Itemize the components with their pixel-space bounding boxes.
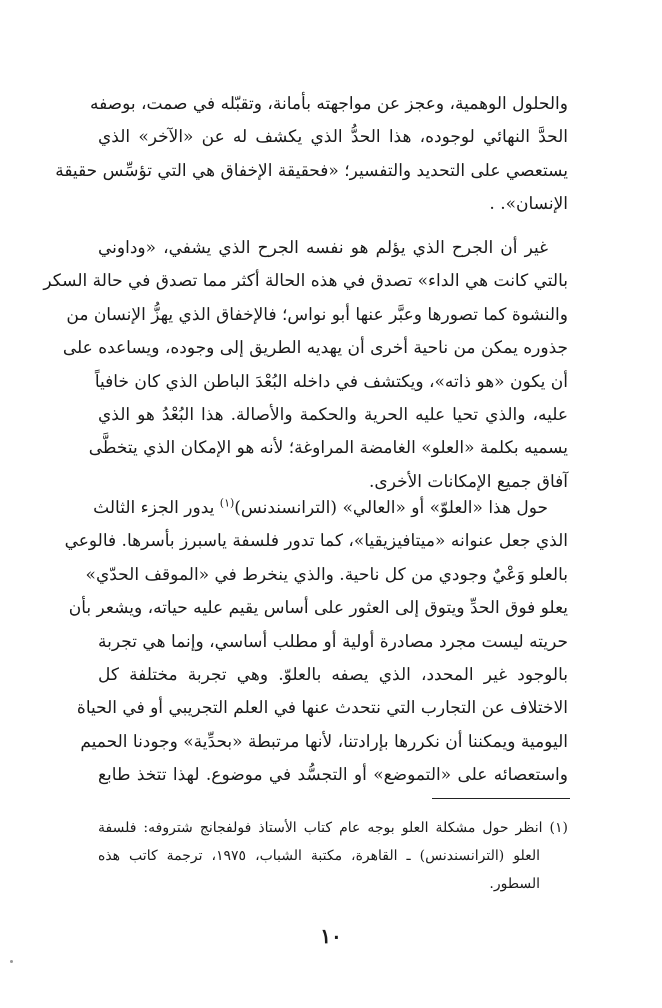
- footnote-reference[interactable]: (١): [219, 496, 235, 510]
- text-line: بالوجود غير المحدد، الذي يصفه بالعلوّ. وهي تجربة مختلفة كل: [98, 664, 568, 685]
- text-line: الإنسان». .: [489, 194, 568, 215]
- scan-speck: [10, 960, 13, 963]
- text-line: يسميه بكلمة «العلو» الغامضة المراوغة؛ لأنه هو الإمكان الذي يتخطَّى: [88, 438, 568, 459]
- text-segment: يدور الجزء الثالث: [93, 498, 220, 518]
- text-line: الذي جعل عنوانه «ميتافيزيقيا»، كما تدور فلسفة ياسبرز بأسرها. فالوعي: [64, 531, 568, 552]
- paragraph-1: [55, 88, 568, 222]
- page-number: ١٠: [320, 924, 342, 948]
- footnote-line: السطور.: [489, 876, 540, 892]
- text-line: آفاق جميع الإمكانات الأخرى.: [369, 471, 568, 492]
- text-line: واستعصائه على «التموضع» أو التجسُّد في موضوع. لهذا تتخذ طابع: [98, 765, 568, 786]
- text-segment: حول هذا «العلوّ» أو «العالي» (الترانسندنس): [234, 498, 548, 518]
- text-line: والنشوة كما تصورها وعبَّر عنها أبو نواس؛ فالإخفاق الذي يهزُّ الإنسان من: [66, 304, 568, 325]
- text-line: غير أن الجرح الذي يؤلم هو نفسه الجرح الذي يشفي، «وداوني: [98, 238, 548, 258]
- footnote-block: [98, 814, 568, 898]
- text-line: يستعصي على التحديد والتفسير؛ «فحقيقة الإخفاق هي التي تؤسِّس حقيقة: [55, 160, 568, 181]
- text-line: عليه، والذي تحيا عليه الحرية والحكمة والأصالة. هذا البُعْدُ هو الذي: [98, 404, 568, 425]
- text-line: اليومية ويمكننا أن نكررها بإرادتنا، لأنها مرتبطة «بحدِّية» وجودنا الحميم: [80, 731, 568, 752]
- text-line: الحدَّ النهائي لوجوده، هذا الحدُّ الذي يكشف له عن «الآخر» الذي: [98, 127, 568, 148]
- footnote-divider: [432, 798, 570, 799]
- paragraph-3: [64, 492, 568, 793]
- text-line-with-footnote: [93, 492, 568, 525]
- text-line: بالعلو وَعْيٌ وجودي من كل ناحية. والذي ينخرط في «الموقف الحدّي»: [85, 564, 568, 585]
- text-line: الاختلاف عن التجارب التي نتحدث عنها في العلم التجريبي أو في الحياة: [76, 698, 568, 719]
- text-line: أن يكون «هو ذاته»، ويكتشف في داخله البُعْدَ الباطن الذي كان خافياً: [94, 371, 568, 392]
- text-line: حريته ليست مجرد مصادرة أولية أو مطلب أساسي، وإنما هي تجربة: [98, 631, 568, 652]
- footnote-line: (١) انظر حول مشكلة العلو بوجه عام كتاب الأستاذ فولفجانج شتروفه: فلسفة: [98, 820, 568, 836]
- footnote-line: العلو (الترانسندنس) ـ القاهرة، مكتبة الشباب، ١٩٧٥، ترجمة كاتب هذه: [98, 848, 540, 864]
- text-line: بالتي كانت هي الداء» تصدق في هذه الحالة أكثر مما تصدق في حالة السكر: [43, 271, 568, 292]
- text-line: والحلول الوهمية، وعجز عن مواجهته بأمانة، وتقبّله في صمت، بوصفه: [89, 94, 568, 114]
- paragraph-2: [43, 232, 568, 499]
- text-line: يعلو فوق الحدِّ ويتوق إلى العثور على أساس يقيم عليه حياته، ويشعر بأن: [68, 598, 568, 619]
- text-line: جذوره يمكن من ناحية أخرى أن يهديه الطريق إلى وجوده، ويساعده على: [62, 338, 568, 359]
